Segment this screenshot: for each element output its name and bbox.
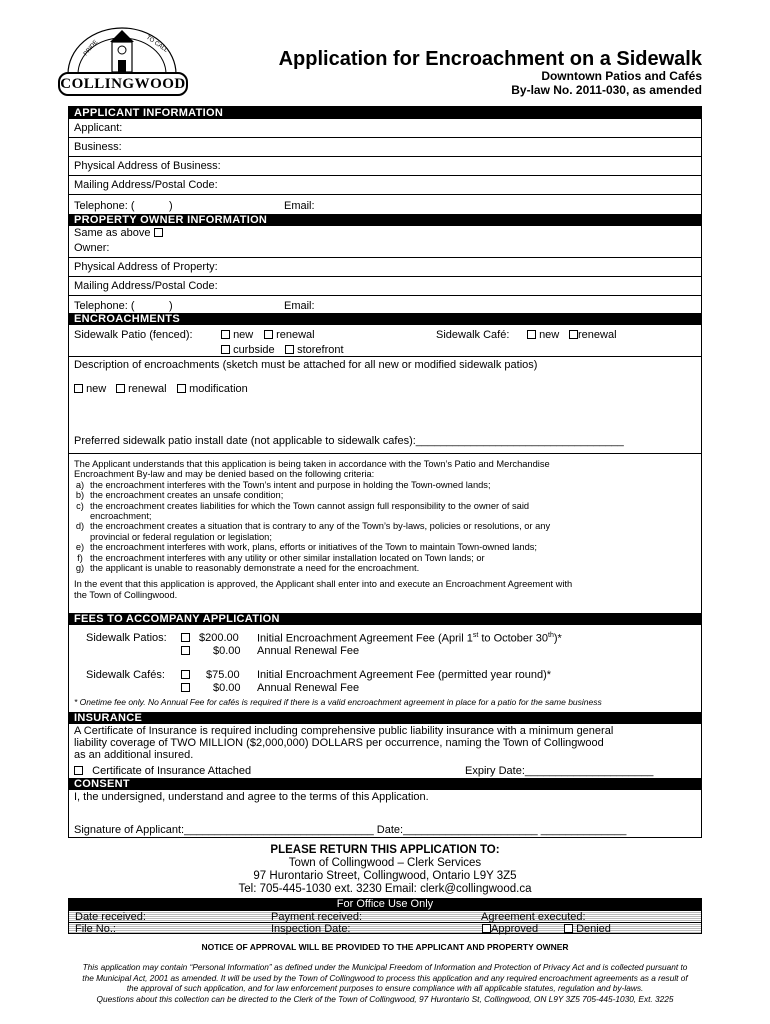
sidewalk-patio-label: Sidewalk Patio (fenced): [74, 329, 193, 341]
return-line-1: Town of Collingwood – Clerk Services [288, 857, 482, 869]
cafe-new-label: new [539, 329, 560, 341]
cafe-renewal-fee-description: Annual Renewal Fee [257, 682, 360, 694]
divider [69, 356, 701, 357]
criterion-item [74, 480, 696, 490]
criteria-intro-line-1: The Applicant understands that this application is being taken in accordance with the Town’s Patio and Merchandise [74, 459, 550, 469]
criterion-text: the encroachment creates liabilities for which the Town cannot assign full responsibility to the owner of said [90, 500, 530, 511]
criterion-text: the encroachment interferes with the Town’s intent and purpose in holding the Town-owned lands; [90, 479, 491, 490]
cafe-new-option[interactable] [527, 329, 559, 341]
owner-section-heading: PROPERTY OWNER INFORMATION [69, 214, 701, 226]
logo-banner: COLLINGWOOD [58, 72, 188, 96]
storefront-label: storefront [297, 344, 344, 356]
cafe-renewal-fee-checkbox[interactable] [181, 683, 190, 692]
return-line-3: Tel: 705-445-1030 ext. 3230 Email: clerk@collingwood.ca [238, 883, 532, 895]
inspection-date-label: Inspection Date: [271, 923, 351, 935]
criterion-item [74, 563, 696, 573]
criterion-text: the applicant is unable to reasonably demonstrate a need for the encroachment. [90, 563, 420, 574]
applicant-email-label: Email: [284, 200, 315, 212]
owner-mailing-label: Mailing Address/Postal Code: [74, 280, 218, 292]
denied-option[interactable] [564, 923, 611, 935]
criterion-item [74, 532, 696, 542]
same-as-above-row[interactable] [69, 226, 701, 240]
property-address-label: Physical Address of Property: [74, 261, 218, 273]
criterion-item [74, 490, 696, 500]
collingwood-logo [58, 24, 186, 94]
criterion-letter [74, 532, 86, 542]
criterion-item [74, 542, 696, 552]
property-address-field[interactable] [69, 258, 701, 277]
criterion-letter: f) [77, 552, 83, 563]
privacy-notice [40, 962, 730, 1004]
consent-statement: I, the undersigned, understand and agree to the terms of this Application. [74, 791, 429, 803]
payment-received-label: Payment received: [271, 911, 363, 923]
cafe-renewal-checkbox[interactable] [569, 330, 578, 339]
fee-desc-sup: th [548, 632, 554, 639]
privacy-line-2: the Municipal Act, 2001 as amended. It will be used by the Town of Collingwood to process this application and any required encroachment agreements as a result of [82, 972, 688, 983]
criterion-letter: c) [76, 500, 84, 511]
owner-field[interactable] [69, 240, 701, 258]
patio-renewal-fee-description: Annual Renewal Fee [257, 645, 360, 657]
owner-telephone-close: ) [169, 300, 173, 312]
business-address-field[interactable] [69, 157, 701, 176]
patio-renewal-fee-checkbox[interactable] [181, 646, 190, 655]
fees-section-heading: FEES TO ACCOMPANY APPLICATION [69, 613, 701, 625]
description-new-label: new [86, 383, 107, 395]
cafe-renewal-fee-option[interactable] [181, 682, 190, 694]
subtitle-line-2: By-law No. 2011-030, as amended [511, 83, 702, 97]
owner-phone-email-row[interactable] [69, 296, 701, 313]
owner-label: Owner: [74, 242, 110, 254]
encroachment-description-label: Description of encroachments (sketch must be attached for all new or modified sidewalk patios) [74, 359, 538, 371]
criterion-text: encroachment; [90, 511, 152, 522]
applicant-telephone-label: Telephone: ( [74, 200, 135, 212]
patio-renewal-label: renewal [276, 329, 315, 341]
agreement-executed-label: Agreement executed: [481, 911, 586, 923]
encroachments-section-heading: ENCROACHMENTS [69, 313, 701, 325]
owner-email-label: Email: [284, 300, 315, 312]
patio-renewal-fee-amount: $0.00 [213, 645, 241, 657]
criterion-text: the encroachment creates an unsafe condition; [90, 490, 284, 501]
applicant-field[interactable] [69, 119, 701, 138]
approval-line-2: the Town of Collingwood. [74, 589, 178, 600]
curbside-checkbox[interactable] [221, 345, 230, 354]
office-use-table [68, 910, 702, 934]
cafe-renewal-fee-amount: $0.00 [213, 682, 241, 694]
fees-cafes-label: Sidewalk Cafés: [86, 669, 165, 681]
criterion-letter: d) [75, 521, 85, 532]
denied-checkbox[interactable] [564, 924, 573, 933]
cafe-initial-fee-description: Initial Encroachment Agreement Fee (permitted year round)* [257, 669, 552, 681]
criterion-text: provincial or federal regulation or legislation; [90, 531, 272, 542]
approval-line-1: In the event that this application is approved, the Applicant shall enter into and execute an Encroachment Agreement with [74, 579, 573, 590]
description-renewal-option[interactable] [116, 383, 167, 395]
divider [69, 453, 701, 454]
criterion-letter: b) [75, 490, 85, 501]
cafe-renewal-label: renewal [578, 329, 617, 341]
return-address-block [68, 844, 702, 896]
approval-notice: NOTICE OF APPROVAL WILL BE PROVIDED TO THE APPLICANT AND PROPERTY OWNER [201, 942, 569, 952]
denial-criteria-block [74, 459, 696, 600]
privacy-line-3: the approval of such application, and for law enforcement purposes to ensure compliance with all applicable statutes, regulation and by-laws. [126, 983, 644, 994]
office-use-heading: For Office Use Only [68, 898, 702, 910]
criterion-text: the encroachment interferes with any utility or other similar installation located on Town lands; or [90, 552, 485, 563]
criterion-item [74, 501, 696, 511]
applicant-mailing-label: Mailing Address/Postal Code: [74, 179, 218, 191]
consent-section-heading: CONSENT [69, 778, 701, 790]
privacy-line-1: This application may contain “Personal Information” as defined under the Municipal Freedom of Information and Protection of Privacy Act and is collected pursuant to [82, 962, 688, 972]
approved-checkbox[interactable] [482, 924, 491, 933]
subtitle-line-1: Downtown Patios and Cafés [541, 69, 702, 83]
same-as-above-label: Same as above [74, 227, 151, 239]
applicant-telephone-close: ) [169, 200, 173, 212]
insurance-certificate-option[interactable] [74, 765, 251, 777]
description-new-checkbox[interactable] [74, 384, 83, 393]
application-form [68, 106, 702, 838]
svg-text:TO CALL: TO CALL [144, 34, 169, 54]
criterion-item [74, 511, 696, 521]
applicant-label: Applicant: [74, 122, 123, 134]
storefront-option[interactable] [285, 344, 344, 356]
cafe-initial-fee-option[interactable] [181, 669, 190, 681]
patio-renewal-option[interactable] [264, 329, 315, 341]
denied-label: Denied [576, 923, 611, 935]
patio-initial-fee-amount: $200.00 [199, 632, 239, 644]
curbside-label: curbside [233, 344, 275, 356]
insurance-certificate-label: Certificate of Insurance Attached [92, 765, 252, 777]
fee-desc-part: )* [553, 632, 562, 645]
criterion-letter: g) [75, 563, 85, 574]
cafe-initial-fee-amount: $75.00 [206, 669, 240, 681]
description-new-option[interactable] [74, 383, 106, 395]
file-no-label: File No.: [75, 923, 116, 935]
applicant-phone-email-row[interactable] [69, 195, 701, 214]
patio-initial-fee-checkbox[interactable] [181, 633, 190, 642]
patio-renewal-checkbox[interactable] [264, 330, 273, 339]
patio-renewal-fee-option[interactable] [181, 645, 190, 657]
date-received-label: Date received: [75, 911, 146, 923]
logo-emblem [58, 24, 186, 76]
curbside-option[interactable] [221, 344, 275, 356]
business-field[interactable] [69, 138, 701, 157]
document-subtitle [511, 69, 702, 97]
approved-label: Approved [491, 923, 539, 935]
owner-telephone-label: Telephone: ( [74, 300, 135, 312]
description-renewal-checkbox[interactable] [116, 384, 125, 393]
sidewalk-cafe-label: Sidewalk Café: [436, 329, 510, 341]
cafe-renewal-option[interactable] [569, 329, 617, 341]
description-renewal-label: renewal [128, 383, 167, 395]
approved-option[interactable] [482, 923, 538, 935]
patio-new-option[interactable] [221, 329, 253, 341]
criterion-text: the encroachment creates a situation that is contrary to any of the Town’s by-laws, policies or resolutions, or any [90, 521, 551, 532]
storefront-checkbox[interactable] [285, 345, 294, 354]
patio-initial-fee-description [257, 632, 562, 645]
description-modification-option[interactable] [177, 383, 248, 395]
criterion-letter: a) [75, 479, 85, 490]
expiry-date-field[interactable]: Expiry Date:_____________________ [465, 765, 654, 777]
business-label: Business: [74, 141, 122, 153]
document-title: Application for Encroachment on a Sidewalk [278, 48, 702, 70]
insurance-line-1: A Certificate of Insurance is required including comprehensive public liability insurance with a minimum general [74, 725, 614, 737]
description-modification-checkbox[interactable] [177, 384, 186, 393]
fee-desc-part: Initial Encroachment Agreement Fee (April 1 [257, 632, 473, 645]
fees-footnote: * Onetime fee only. No Annual Fee for cafés is required if there is a valid encroachment agreement in place for a patio for the same business [74, 697, 602, 707]
criterion-letter: e) [75, 542, 85, 553]
same-as-above-checkbox[interactable] [154, 228, 163, 237]
criterion-letter [74, 511, 86, 521]
insurance-line-3: as an additional insured. [74, 749, 194, 761]
signature-date-line[interactable]: Signature of Applicant:_______________________________ Date:______________________ ______________ [74, 824, 627, 836]
patio-new-label: new [233, 329, 254, 341]
svg-text:PRIDE: PRIDE [82, 39, 100, 58]
privacy-line-4: Questions about this collection can be directed to the Clerk of the Town of Collingwood, 97 Hurontario St, Collingwood, ON L9Y 3Z5 705-445-1030, Ext. 3225 [96, 993, 674, 1004]
criterion-text: the encroachment interferes with work, plans, efforts or initiatives of the Town to maintain Town-owned lands; [90, 542, 537, 553]
fee-desc-part: to October 30 [478, 632, 548, 645]
applicant-mailing-field[interactable] [69, 176, 701, 195]
cafe-new-checkbox[interactable] [527, 330, 536, 339]
description-modification-label: modification [189, 383, 248, 395]
criterion-item [74, 521, 696, 531]
patio-new-checkbox[interactable] [221, 330, 230, 339]
criterion-item [74, 553, 696, 563]
return-heading: PLEASE RETURN THIS APPLICATION TO: [270, 844, 500, 856]
insurance-section-heading: INSURANCE [69, 712, 701, 724]
applicant-section-heading: APPLICANT INFORMATION [69, 107, 701, 119]
cafe-initial-fee-checkbox[interactable] [181, 670, 190, 679]
criteria-intro-line-2: Encroachment By-law and may be denied based on the following criteria: [74, 469, 375, 480]
patio-initial-fee-option[interactable] [181, 632, 190, 644]
fees-patios-label: Sidewalk Patios: [86, 632, 167, 644]
business-address-label: Physical Address of Business: [74, 160, 221, 172]
insurance-line-2: liability coverage of TWO MILLION ($2,000,000) DOLLARS per occurrence, naming the Town of Collingwood [74, 737, 604, 749]
fee-desc-sup: st [472, 632, 479, 639]
return-line-2: 97 Hurontario Street, Collingwood, Ontario L9Y 3Z5 [253, 870, 517, 882]
insurance-certificate-checkbox[interactable] [74, 766, 83, 775]
owner-mailing-field[interactable] [69, 277, 701, 296]
install-date-field[interactable]: Preferred sidewalk patio install date (not applicable to sidewalk cafes):__________________________________ [74, 435, 624, 447]
insurance-requirement [74, 725, 613, 761]
